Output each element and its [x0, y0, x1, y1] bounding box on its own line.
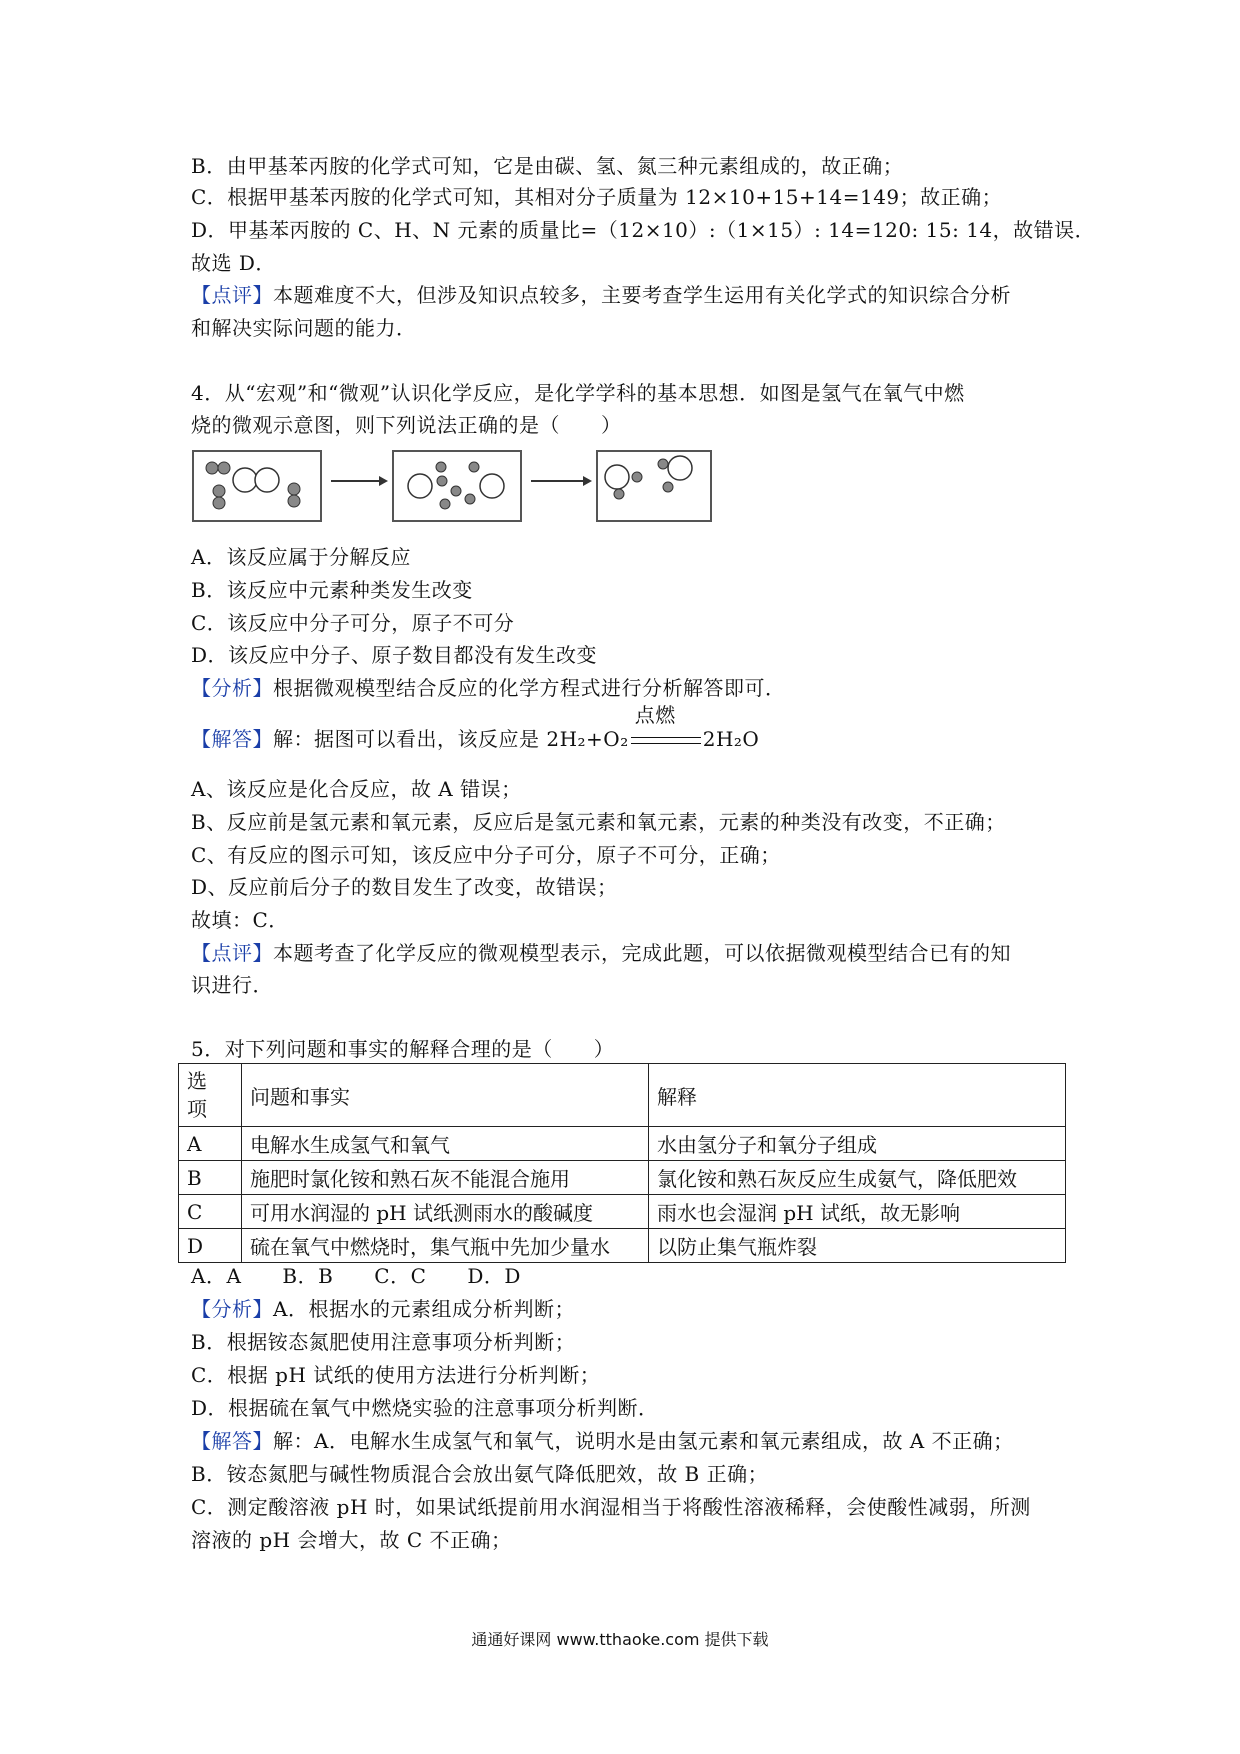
- table-header-cell: 解释: [649, 1064, 1066, 1127]
- text-line: C．根据 pH 试纸的使用方法进行分析判断；: [191, 1363, 601, 1387]
- q5-stem: 5．对下列问题和事实的解释合理的是（ ）: [191, 1037, 615, 1061]
- table-row: [179, 1127, 1066, 1161]
- products-box: [597, 451, 711, 521]
- table-cell: 以防止集气瓶炸裂: [649, 1229, 1066, 1263]
- reaction-micro-diagram: [191, 447, 716, 525]
- table-cell: B: [179, 1161, 242, 1195]
- reactants-box: [193, 451, 321, 521]
- option-d: D．该反应中分子、原子数目都没有发生改变: [191, 643, 598, 667]
- table-cell: A: [179, 1127, 242, 1161]
- table-row: [179, 1229, 1066, 1263]
- text-line: 故填：C．: [191, 908, 289, 932]
- text-line: D、反应前后分子的数目发生了改变，故错误；: [191, 875, 618, 899]
- table-row: [179, 1195, 1066, 1229]
- text-line: 和解决实际问题的能力．: [191, 316, 417, 340]
- q5-answer: [191, 1426, 1014, 1456]
- q4-answer: [191, 703, 760, 754]
- table-header-row: [179, 1064, 1066, 1127]
- q4-stem: 4．从“宏观”和“微观”认识化学反应，是化学学科的基本思想．如图是氢气在氧气中燃: [191, 381, 965, 405]
- table-header-cell: 选 项: [179, 1064, 242, 1127]
- text-line: A、该反应是化合反应，故 A 错误；: [191, 777, 522, 801]
- q4-comment: [191, 938, 1011, 968]
- table-cell: 雨水也会湿润 pH 试纸，故无影响: [649, 1195, 1066, 1229]
- question-table: [178, 1063, 1066, 1263]
- text-line: B．铵态氮肥与碱性物质混合会放出氨气降低肥效，故 B 正确；: [191, 1462, 769, 1486]
- analysis-text: 根据微观模型结合反应的化学方程式进行分析解答即可．: [273, 676, 786, 700]
- analysis-text: A．根据水的元素组成分析判断；: [273, 1297, 575, 1321]
- q4-stem: 烧的微观示意图，则下列说法正确的是（ ）: [191, 413, 622, 437]
- text-line: 故选 D．: [191, 251, 276, 275]
- table-cell: 水由氢分子和氧分子组成: [649, 1127, 1066, 1161]
- option-b: B．该反应中元素种类发生改变: [191, 578, 473, 602]
- option-c: C．该反应中分子可分，原子不可分: [191, 611, 515, 635]
- answer-prefix: 解：据图可以看出，该反应是 2H₂+O₂: [273, 727, 629, 751]
- comment-tag: 【点评】: [191, 941, 273, 965]
- table-cell: C: [179, 1195, 242, 1229]
- q3-comment: [191, 280, 1011, 310]
- table-cell: 氯化铵和熟石灰反应生成氨气，降低肥效: [649, 1161, 1066, 1195]
- text-line: B．由甲基苯丙胺的化学式可知，它是由碳、氢、氮三种元素组成的，故正确；: [191, 154, 904, 178]
- text-line: B、反应前是氢元素和氧元素，反应后是氢元素和氧元素，元素的种类没有改变，不正确；: [191, 810, 1006, 834]
- equation-product: 2H₂O: [702, 727, 760, 751]
- text-line: 溶液的 pH 会增大，故 C 不正确；: [191, 1528, 512, 1552]
- q5-analysis: [191, 1294, 575, 1324]
- option-a: A．该反应属于分解反应: [191, 545, 411, 569]
- q5-choices: A．A B．B C．C D．D: [191, 1264, 521, 1288]
- analysis-tag: 【分析】: [191, 676, 273, 700]
- answer-tag: 【解答】: [191, 727, 273, 751]
- text-line: 识进行．: [191, 973, 273, 997]
- table-cell: 施肥时氯化铵和熟石灰不能混合施用: [242, 1161, 649, 1195]
- condition-label: 点燃: [634, 703, 676, 727]
- comment-tag: 【点评】: [191, 283, 273, 307]
- text-line: C．测定酸溶液 pH 时，如果试纸提前用水润湿相当于将酸性溶液稀释，会使酸性减弱，所测: [191, 1495, 1031, 1519]
- table-cell: 硫在氧气中燃烧时，集气瓶中先加少量水: [242, 1229, 649, 1263]
- text-line: B．根据铵态氮肥使用注意事项分析判断；: [191, 1330, 576, 1354]
- comment-text: 本题考查了化学反应的微观模型表示，完成此题，可以依据微观模型结合已有的知: [273, 941, 1011, 965]
- reaction-condition: [629, 703, 703, 754]
- reaction-arrow: [531, 476, 592, 486]
- comment-text: 本题难度不大，但涉及知识点较多，主要考查学生运用有关化学式的知识综合分析: [273, 283, 1011, 307]
- table-cell: D: [179, 1229, 242, 1263]
- analysis-tag: 【分析】: [191, 1297, 273, 1321]
- equals-sign: [631, 737, 701, 744]
- table-header-cell: 问题和事实: [242, 1064, 649, 1127]
- answer-tag: 【解答】: [191, 1429, 273, 1453]
- table-cell: 电解水生成氢气和氧气: [242, 1127, 649, 1161]
- table-cell: 可用水润湿的 pH 试纸测雨水的酸碱度: [242, 1195, 649, 1229]
- table-row: [179, 1161, 1066, 1195]
- atoms-box: [393, 451, 521, 521]
- page-footer: 通通好课网 www.tthaoke.com 提供下载: [471, 1630, 769, 1649]
- q4-analysis: [191, 673, 786, 703]
- text-line: C、有反应的图示可知，该反应中分子可分，原子不可分，正确；: [191, 843, 781, 867]
- reaction-arrow: [331, 476, 388, 486]
- answer-text: 解：A．电解水生成氢气和氧气，说明水是由氢元素和氧元素组成，故 A 不正确；: [273, 1429, 1014, 1453]
- text-line: D．甲基苯丙胺的 C、H、N 元素的质量比=（12×10）:（1×15）: 14=120: 15: 14，故错误．: [191, 218, 1096, 242]
- text-line: C．根据甲基苯丙胺的化学式可知，其相对分子质量为 12×10+15+14=149；故正确；: [191, 185, 1003, 209]
- text-line: D．根据硫在氧气中燃烧实验的注意事项分析判断．: [191, 1396, 659, 1420]
